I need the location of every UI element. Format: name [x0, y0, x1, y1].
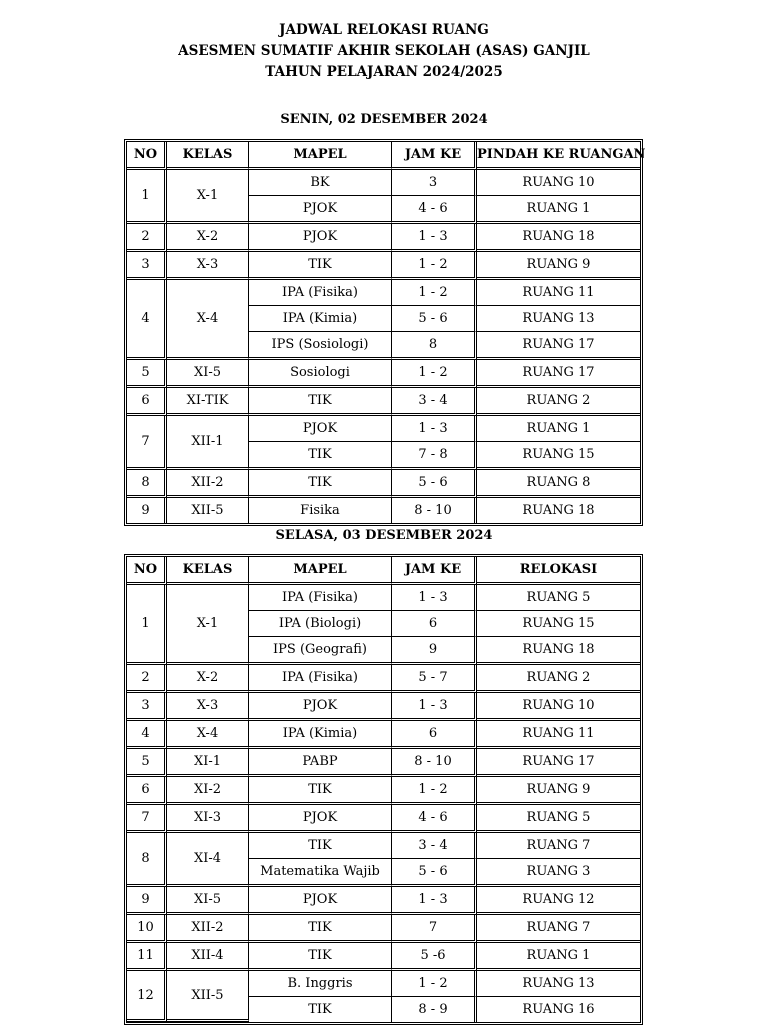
- table-row: [127, 721, 640, 749]
- column-header: MAPEL: [249, 142, 392, 170]
- class-name: X-2: [167, 224, 249, 252]
- period: 1 - 3: [392, 887, 477, 915]
- period: 7 - 8: [392, 442, 477, 470]
- room: RUANG 7: [477, 833, 640, 859]
- document-title: JADWAL RELOKASI RUANG: [279, 22, 489, 38]
- academic-year: TAHUN PELAJARAN 2024/2025: [265, 64, 503, 80]
- room: RUANG 2: [477, 388, 640, 416]
- schedule-table-tuesday: [124, 554, 643, 1025]
- room: RUANG 11: [477, 721, 640, 749]
- period: 8 - 10: [392, 498, 477, 523]
- class-name: XII-2: [167, 915, 249, 943]
- subject: TIK: [249, 252, 392, 280]
- room: RUANG 8: [477, 470, 640, 498]
- subject: Fisika: [249, 498, 392, 523]
- column-header: KELAS: [167, 142, 249, 170]
- room: RUANG 15: [477, 611, 640, 637]
- row-number: 7: [127, 805, 167, 833]
- class-name: XI-5: [167, 360, 249, 388]
- row-number: 6: [127, 777, 167, 805]
- period: 4 - 6: [392, 196, 477, 224]
- class-name: XII-2: [167, 470, 249, 498]
- room: RUANG 10: [477, 693, 640, 721]
- day-title-tuesday: SELASA, 03 DESEMBER 2024: [275, 528, 493, 543]
- class-name: XI-TIK: [167, 388, 249, 416]
- table-row: [127, 887, 640, 915]
- room: RUANG 17: [477, 749, 640, 777]
- period: 1 - 2: [392, 252, 477, 280]
- room: RUANG 5: [477, 585, 640, 611]
- row-number: 1: [127, 585, 167, 665]
- schedule-table-monday: [124, 139, 646, 526]
- period: 6: [392, 611, 477, 637]
- table-row: [127, 585, 640, 611]
- table-row: [127, 470, 640, 498]
- class-name: XI-1: [167, 749, 249, 777]
- subject: IPA (Fisika): [249, 280, 392, 306]
- subject: IPA (Fisika): [249, 585, 392, 611]
- day-title-monday: SENIN, 02 DESEMBER 2024: [280, 112, 488, 127]
- period: 5 - 6: [392, 306, 477, 332]
- class-name: XI-4: [167, 833, 249, 887]
- row-number: 2: [127, 665, 167, 693]
- subject: PABP: [249, 749, 392, 777]
- table-row: [127, 360, 640, 388]
- column-header: RELOKASI: [477, 557, 640, 585]
- table-row: [127, 416, 640, 442]
- header-row: [127, 557, 640, 585]
- document-header: [0, 20, 768, 83]
- class-name: XII-5: [167, 498, 249, 523]
- subject: TIK: [249, 943, 392, 971]
- table-row: [127, 170, 640, 196]
- header-row: [127, 142, 640, 170]
- table-row: [127, 805, 640, 833]
- subject: PJOK: [249, 224, 392, 252]
- table-row: [127, 388, 640, 416]
- period: 8 - 9: [392, 997, 477, 1022]
- room: RUANG 1: [477, 416, 640, 442]
- subject: Matematika Wajib: [249, 859, 392, 887]
- subject: TIK: [249, 470, 392, 498]
- subject: IPS (Sosiologi): [249, 332, 392, 360]
- room: RUANG 5: [477, 805, 640, 833]
- period: 4 - 6: [392, 805, 477, 833]
- period: 1 - 2: [392, 360, 477, 388]
- subject: IPA (Kimia): [249, 721, 392, 749]
- subject: PJOK: [249, 887, 392, 915]
- subject: BK: [249, 170, 392, 196]
- period: 1 - 3: [392, 224, 477, 252]
- room: RUANG 3: [477, 859, 640, 887]
- period: 5 - 6: [392, 859, 477, 887]
- column-header: NO: [127, 557, 167, 585]
- room: RUANG 15: [477, 442, 640, 470]
- table-row: [127, 252, 640, 280]
- row-number: 9: [127, 887, 167, 915]
- document-subtitle: ASESMEN SUMATIF AKHIR SEKOLAH (ASAS) GANJIL: [178, 43, 590, 59]
- room: RUANG 10: [477, 170, 640, 196]
- room: RUANG 9: [477, 252, 640, 280]
- table-row: [127, 665, 640, 693]
- row-number: 3: [127, 252, 167, 280]
- room: RUANG 18: [477, 224, 640, 252]
- row-number: 7: [127, 416, 167, 470]
- subject: PJOK: [249, 416, 392, 442]
- period: 1 - 2: [392, 777, 477, 805]
- period: 5 - 6: [392, 470, 477, 498]
- period: 3 - 4: [392, 833, 477, 859]
- column-header: KELAS: [167, 557, 249, 585]
- class-name: XI-2: [167, 777, 249, 805]
- column-header: JAM KE: [392, 557, 477, 585]
- row-number: 6: [127, 388, 167, 416]
- class-name: X-1: [167, 585, 249, 665]
- class-name: X-1: [167, 170, 249, 224]
- row-number: 5: [127, 749, 167, 777]
- period: 9: [392, 637, 477, 665]
- room: RUANG 18: [522, 503, 595, 518]
- period: 5 -6: [392, 943, 477, 971]
- room: RUANG 18: [477, 637, 640, 665]
- subject: IPA (Kimia): [249, 306, 392, 332]
- period: 5 - 7: [392, 665, 477, 693]
- period: 3 - 4: [392, 388, 477, 416]
- subject: B. Inggris: [249, 971, 392, 997]
- row-number: 4: [127, 721, 167, 749]
- class-name: X-3: [167, 252, 249, 280]
- class-name: X-4: [167, 280, 249, 360]
- table-row: [127, 693, 640, 721]
- period: 7: [392, 915, 477, 943]
- room: RUANG 9: [477, 777, 640, 805]
- room: RUANG 2: [477, 665, 640, 693]
- room: RUANG 12: [477, 887, 640, 915]
- subject: PJOK: [249, 805, 392, 833]
- subject: TIK: [249, 997, 392, 1022]
- class-name: X-4: [167, 721, 249, 749]
- subject: TIK: [249, 442, 392, 470]
- table-row: [127, 915, 640, 943]
- period: 6: [392, 721, 477, 749]
- period: 1 - 2: [392, 971, 477, 997]
- subject: TIK: [249, 777, 392, 805]
- subject: IPS (Geografi): [249, 637, 392, 665]
- room: RUANG 11: [477, 280, 640, 306]
- row-number: 3: [127, 693, 167, 721]
- subject: TIK: [249, 388, 392, 416]
- subject: Sosiologi: [249, 360, 392, 388]
- room: RUANG 1: [477, 943, 640, 971]
- row-number: 1: [127, 170, 167, 224]
- row-number: 11: [127, 943, 167, 971]
- row-number: 4: [127, 280, 167, 360]
- table-row: [127, 833, 640, 859]
- row-number: 2: [127, 224, 167, 252]
- row-number: 10: [127, 915, 167, 943]
- period: 1 - 3: [392, 585, 477, 611]
- row-number: 8: [127, 833, 167, 887]
- room: RUANG 13: [477, 306, 640, 332]
- class-name: XII-5: [167, 971, 249, 1022]
- column-header: MAPEL: [249, 557, 392, 585]
- row-number: 9: [127, 498, 167, 523]
- subject: TIK: [249, 833, 392, 859]
- class-name: XII-4: [167, 943, 249, 971]
- table-row: [127, 971, 640, 997]
- subject: IPA (Biologi): [249, 611, 392, 637]
- room: RUANG 16: [522, 1002, 595, 1017]
- period: 3: [392, 170, 477, 196]
- room: RUANG 7: [477, 915, 640, 943]
- class-name: XII-1: [167, 416, 249, 470]
- period: 1 - 2: [392, 280, 477, 306]
- row-number: 12: [127, 971, 167, 1022]
- table-row: [127, 749, 640, 777]
- subject: TIK: [249, 915, 392, 943]
- period: 1 - 3: [392, 416, 477, 442]
- period: 8: [392, 332, 477, 360]
- period: 8 - 10: [392, 749, 477, 777]
- class-name: X-3: [167, 693, 249, 721]
- row-number: 5: [127, 360, 167, 388]
- subject: PJOK: [249, 196, 392, 224]
- column-header: JAM KE: [392, 142, 477, 170]
- period: 1 - 3: [392, 693, 477, 721]
- class-name: XI-5: [167, 887, 249, 915]
- table-row: [127, 498, 640, 523]
- room: RUANG 17: [477, 332, 640, 360]
- room: RUANG 13: [477, 971, 640, 997]
- subject: PJOK: [249, 693, 392, 721]
- table-row: [127, 943, 640, 971]
- table-row: [127, 777, 640, 805]
- column-header: NO: [127, 142, 167, 170]
- row-number: 8: [127, 470, 167, 498]
- column-header: PINDAH KE RUANGAN: [477, 142, 640, 170]
- room: RUANG 17: [477, 360, 640, 388]
- table-row: [127, 224, 640, 252]
- class-name: XI-3: [167, 805, 249, 833]
- table-row: [127, 280, 640, 306]
- subject: IPA (Fisika): [249, 665, 392, 693]
- room: RUANG 1: [477, 196, 640, 224]
- class-name: X-2: [167, 665, 249, 693]
